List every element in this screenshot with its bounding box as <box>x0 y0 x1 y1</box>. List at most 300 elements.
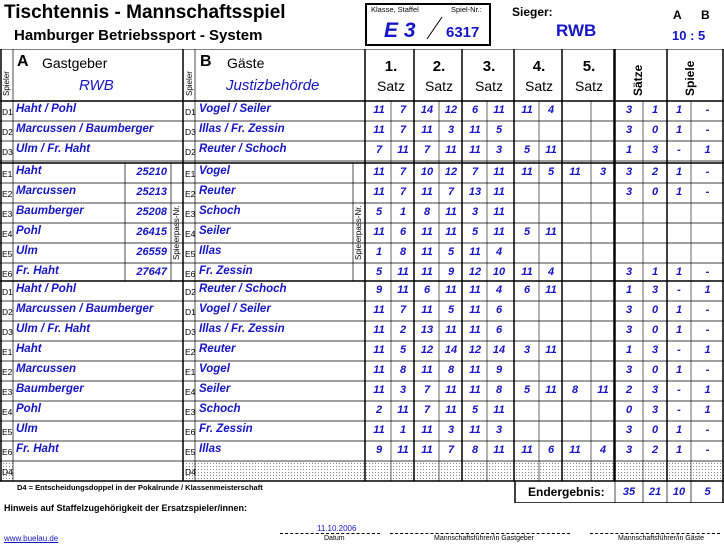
set-score: 6 <box>471 104 479 116</box>
set-score: 3 <box>599 166 607 178</box>
set-score: 12 <box>420 344 434 356</box>
set-score: 1 <box>375 246 383 258</box>
result-value: 1 <box>651 104 659 116</box>
sieger-value: RWB <box>556 21 597 40</box>
result-value: 1 <box>625 144 633 156</box>
player-name-b: Schoch <box>199 403 241 415</box>
result-value: 0 <box>651 124 659 136</box>
date-value: 11.10.2006 <box>317 524 357 533</box>
player-name-a: Marcussen <box>16 185 77 197</box>
set-score: 6 <box>495 304 503 316</box>
pass-number-a: 27647 <box>136 266 167 278</box>
set-score: 11 <box>373 226 385 238</box>
set-score: 7 <box>423 384 431 396</box>
mf-gastgeber-label: Mannschaftsführer/in Gastgeber <box>434 535 534 542</box>
header-col-a: A <box>673 8 682 22</box>
endergebnis-value: 10 <box>672 486 686 498</box>
player-code-b: E5 <box>185 249 196 259</box>
set-score: 7 <box>423 144 431 156</box>
player-name-a: Marcussen <box>16 363 77 375</box>
player-code-b: E4 <box>185 387 196 397</box>
set-score: 11 <box>469 284 481 296</box>
result-value: - <box>705 166 710 178</box>
hinweis-text: Hinweis auf Staffelzugehörigkeit der Ersatzspieler/innen: <box>4 503 248 513</box>
player-name-a: Haht / Pohl <box>16 103 77 115</box>
result-value: 0 <box>651 364 659 376</box>
result-value: 3 <box>625 124 633 136</box>
set-score: 6 <box>399 226 407 238</box>
player-code-b: D2 <box>185 287 196 297</box>
player-name-b: Fr. Zessin <box>199 423 253 435</box>
player-name-b: Fr. Zessin <box>199 265 253 277</box>
result-value: - <box>705 424 710 436</box>
set-score: 10 <box>492 266 506 278</box>
player-name-b: Reuter / Schoch <box>199 283 287 295</box>
set-score: 11 <box>445 226 457 238</box>
satz-header-1: 1. <box>384 58 398 75</box>
set-score: 11 <box>469 364 481 376</box>
datum-label: Datum <box>324 535 345 542</box>
result-value: 2 <box>625 384 633 396</box>
player-code-b: D2 <box>185 147 196 157</box>
player-name-b: Vogel <box>199 363 230 375</box>
result-value: 1 <box>675 324 683 336</box>
sig-line-gaeste <box>590 533 720 534</box>
set-score: 11 <box>493 444 505 456</box>
set-score: 11 <box>373 324 385 336</box>
pass-number-a: 26415 <box>136 226 167 238</box>
set-score: 11 <box>445 206 457 218</box>
set-score: 5 <box>375 266 383 278</box>
set-score: 11 <box>569 166 581 178</box>
set-score: 8 <box>399 246 407 258</box>
set-score: 9 <box>495 364 503 376</box>
set-score: 8 <box>423 206 431 218</box>
set-score: 5 <box>523 144 531 156</box>
player-code-b: E4 <box>185 229 196 239</box>
set-score: 10 <box>420 166 434 178</box>
slash-divider <box>424 16 446 40</box>
d4-note: D4 = Entscheidungsdoppel in der Pokalrunde / Klassenmeisterschaft <box>17 483 263 492</box>
result-value: 0 <box>651 304 659 316</box>
result-value: - <box>677 384 681 396</box>
result-value: 1 <box>675 166 683 178</box>
player-code-b: D1 <box>185 107 196 117</box>
page-title: Tischtennis - Mannschaftsspiel <box>4 2 286 23</box>
set-score: 11 <box>545 284 557 296</box>
set-score: 11 <box>493 226 505 238</box>
set-score: 6 <box>523 284 531 296</box>
player-name-b: Reuter / Schoch <box>199 143 287 155</box>
result-value: 0 <box>625 404 633 416</box>
set-score: 4 <box>599 444 607 456</box>
set-score: 7 <box>375 144 383 156</box>
set-score: 3 <box>495 144 503 156</box>
player-name-a: Fr. Haht <box>16 265 59 277</box>
player-code-a: D4 <box>2 467 13 477</box>
set-score: 11 <box>421 424 433 436</box>
result-value: 1 <box>675 424 683 436</box>
result-value: 3 <box>625 444 633 456</box>
set-score: 11 <box>545 144 557 156</box>
set-score: 5 <box>547 166 555 178</box>
set-score: 11 <box>493 186 505 198</box>
set-score: 11 <box>521 104 533 116</box>
player-name-b: Illas / Fr. Zessin <box>199 123 285 135</box>
player-name-b: Reuter <box>199 343 236 355</box>
result-value: 2 <box>651 166 659 178</box>
set-score: 1 <box>399 424 407 436</box>
player-name-a: Haht / Pohl <box>16 283 77 295</box>
player-name-a: Fr. Haht <box>16 443 59 455</box>
set-score: 8 <box>571 384 579 396</box>
team-a-name: RWB <box>79 77 114 94</box>
spieler-label-a: Spieler <box>2 71 11 96</box>
set-score: 11 <box>521 444 533 456</box>
result-value: 1 <box>675 104 683 116</box>
satz-label-2: Satz <box>424 78 453 94</box>
set-score: 4 <box>495 284 503 296</box>
player-name-b: Illas <box>199 443 222 455</box>
result-value: 3 <box>651 404 659 416</box>
match-result: 10 : 5 <box>672 28 706 43</box>
set-score: 7 <box>399 304 407 316</box>
set-score: 11 <box>569 444 581 456</box>
set-score: 11 <box>445 384 457 396</box>
player-name-b: Vogel / Seiler <box>199 103 271 115</box>
set-score: 7 <box>471 166 479 178</box>
result-value: 0 <box>651 324 659 336</box>
satz-header-5: 5. <box>582 58 596 75</box>
set-score: 11 <box>469 246 481 258</box>
set-score: 11 <box>521 166 533 178</box>
player-code-b: E3 <box>185 407 196 417</box>
result-value: 1 <box>704 344 711 356</box>
set-score: 11 <box>445 324 457 336</box>
set-score: 3 <box>399 384 407 396</box>
set-score: 11 <box>397 266 409 278</box>
result-value: 1 <box>675 304 683 316</box>
set-score: 11 <box>373 186 385 198</box>
set-score: 14 <box>492 344 506 356</box>
spiele-header: Spiele <box>683 60 697 96</box>
set-score: 5 <box>375 206 383 218</box>
player-code-b: E6 <box>185 269 196 279</box>
set-score: 4 <box>495 246 503 258</box>
set-score: 6 <box>423 284 431 296</box>
player-code-a: E6 <box>2 269 13 279</box>
set-score: 7 <box>423 404 431 416</box>
team-b-name: Justizbehörde <box>226 77 320 94</box>
result-value: - <box>705 124 710 136</box>
set-score: 5 <box>399 344 407 356</box>
satz-header-4: 4. <box>532 58 546 75</box>
result-value: 3 <box>625 324 633 336</box>
saetze-header: Sätze <box>631 64 645 96</box>
result-value: - <box>677 404 681 416</box>
player-code-b: D4 <box>185 467 196 477</box>
pass-number-a: 26559 <box>136 246 167 258</box>
pass-number-a: 25208 <box>136 206 167 218</box>
set-score: 11 <box>397 284 409 296</box>
result-value: 3 <box>625 424 633 436</box>
sieger-label: Sieger: <box>512 5 553 19</box>
result-value: - <box>705 364 710 376</box>
player-code-b: E3 <box>185 209 196 219</box>
set-score: 11 <box>373 364 385 376</box>
player-name-a: Ulm <box>16 245 38 257</box>
result-value: 1 <box>675 124 683 136</box>
result-value: 1 <box>675 186 683 198</box>
player-code-b: E2 <box>185 189 196 199</box>
result-value: 1 <box>704 404 711 416</box>
set-score: 11 <box>469 324 481 336</box>
set-score: 11 <box>493 206 505 218</box>
set-score: 6 <box>547 444 555 456</box>
pass-number-a: 25213 <box>136 186 167 198</box>
set-score: 5 <box>495 124 503 136</box>
endergebnis-value: 35 <box>622 486 636 498</box>
player-code-b: E5 <box>185 447 196 457</box>
set-score: 11 <box>445 144 457 156</box>
player-name-b: Illas <box>199 245 222 257</box>
klasse-value: E 3 <box>384 19 416 42</box>
set-score: 9 <box>375 444 383 456</box>
set-score: 11 <box>493 166 505 178</box>
satz-header-3: 3. <box>482 58 496 75</box>
result-value: 3 <box>651 284 659 296</box>
set-score: 14 <box>420 104 434 116</box>
team-b-letter: B <box>200 53 212 70</box>
result-value: 0 <box>651 186 659 198</box>
endergebnis-value: 5 <box>704 486 711 498</box>
set-score: 11 <box>521 266 533 278</box>
result-value: - <box>705 266 710 278</box>
set-score: 8 <box>471 444 479 456</box>
set-score: 7 <box>399 124 407 136</box>
player-name-a: Marcussen / Baumberger <box>16 123 154 135</box>
result-value: 3 <box>625 166 633 178</box>
set-score: 11 <box>545 344 557 356</box>
result-value: - <box>705 186 710 198</box>
set-score: 11 <box>469 124 481 136</box>
player-name-a: Pohl <box>16 403 41 415</box>
set-score: 7 <box>447 186 455 198</box>
player-code-a: D3 <box>2 327 13 337</box>
website-link[interactable]: www.buelau.de <box>4 534 59 543</box>
set-score: 11 <box>469 144 481 156</box>
player-code-b: D1 <box>185 307 196 317</box>
set-score: 3 <box>447 424 455 436</box>
player-name-a: Ulm / Fr. Haht <box>16 143 91 155</box>
player-code-a: E1 <box>2 169 13 179</box>
team-b-label: Gäste <box>227 55 265 71</box>
set-score: 11 <box>421 226 433 238</box>
result-value: 1 <box>704 284 711 296</box>
player-name-a: Ulm <box>16 423 38 435</box>
satz-label-1: Satz <box>376 78 405 94</box>
mf-gaeste-label: Mannschaftsführer/in Gäste <box>618 535 704 542</box>
player-code-a: E6 <box>2 447 13 457</box>
player-code-a: E1 <box>2 347 13 357</box>
player-name-a: Haht <box>16 343 42 355</box>
set-score: 11 <box>373 344 385 356</box>
set-score: 5 <box>471 404 479 416</box>
set-score: 12 <box>468 344 482 356</box>
set-score: 5 <box>471 226 479 238</box>
team-a-label: Gastgeber <box>42 55 108 71</box>
set-score: 5 <box>447 304 455 316</box>
set-score: 11 <box>421 364 433 376</box>
set-score: 2 <box>375 404 383 416</box>
player-code-b: D3 <box>185 327 196 337</box>
player-code-a: E3 <box>2 209 13 219</box>
result-value: - <box>705 304 710 316</box>
set-score: 1 <box>399 206 407 218</box>
player-code-b: E1 <box>185 169 196 179</box>
set-score: 11 <box>373 104 385 116</box>
player-code-a: E3 <box>2 387 13 397</box>
result-value: 3 <box>625 104 633 116</box>
set-score: 11 <box>421 444 433 456</box>
player-code-b: E1 <box>185 367 196 377</box>
pass-number-a: 25210 <box>136 166 167 178</box>
set-score: 11 <box>421 304 433 316</box>
set-score: 3 <box>523 344 531 356</box>
set-score: 3 <box>447 124 455 136</box>
set-score: 11 <box>493 104 505 116</box>
player-name-a: Marcussen / Baumberger <box>16 303 154 315</box>
set-score: 8 <box>399 364 407 376</box>
set-score: 8 <box>495 384 503 396</box>
set-score: 8 <box>447 364 455 376</box>
set-score: 11 <box>397 444 409 456</box>
result-value: - <box>677 284 681 296</box>
set-score: 11 <box>469 424 481 436</box>
satz-label-5: Satz <box>574 78 603 94</box>
set-score: 11 <box>545 226 557 238</box>
set-score: 11 <box>445 404 457 416</box>
set-score: 13 <box>468 186 482 198</box>
set-score: 11 <box>469 304 481 316</box>
result-value: - <box>677 344 681 356</box>
result-value: 3 <box>625 186 633 198</box>
result-value: 1 <box>651 266 659 278</box>
set-score: 5 <box>447 246 455 258</box>
set-score: 11 <box>597 384 609 396</box>
player-name-b: Vogel / Seiler <box>199 303 271 315</box>
set-score: 11 <box>445 284 457 296</box>
set-score: 7 <box>447 444 455 456</box>
set-score: 7 <box>399 104 407 116</box>
player-code-a: D1 <box>2 287 13 297</box>
set-score: 4 <box>547 104 555 116</box>
satz-label-4: Satz <box>524 78 553 94</box>
player-name-a: Haht <box>16 165 42 177</box>
set-score: 11 <box>373 384 385 396</box>
team-a-letter: A <box>17 53 29 70</box>
result-value: 3 <box>651 344 659 356</box>
set-score: 4 <box>547 266 555 278</box>
result-value: 2 <box>651 444 659 456</box>
player-name-b: Vogel <box>199 165 230 177</box>
result-value: 1 <box>675 364 683 376</box>
player-name-b: Illas / Fr. Zessin <box>199 323 285 335</box>
set-score: 11 <box>373 124 385 136</box>
set-score: 3 <box>471 206 479 218</box>
spielnr-value: 6317 <box>446 24 480 41</box>
sig-line-gastgeber <box>390 533 570 534</box>
pass-label-b: Spielerpass-Nr. <box>354 205 363 260</box>
result-value: 1 <box>625 284 633 296</box>
player-code-b: E2 <box>185 347 196 357</box>
endergebnis-value: 21 <box>648 486 662 498</box>
set-score: 12 <box>444 166 458 178</box>
set-score: 7 <box>399 186 407 198</box>
player-code-b: E6 <box>185 427 196 437</box>
player-name-b: Seiler <box>199 383 231 395</box>
endergebnis-label: Endergebnis: <box>528 485 605 499</box>
player-code-a: D2 <box>2 127 13 137</box>
satz-label-3: Satz <box>474 78 503 94</box>
set-score: 11 <box>373 166 385 178</box>
set-score: 11 <box>397 404 409 416</box>
set-score: 2 <box>399 324 407 336</box>
klasse-label: Klasse, Staffel <box>371 5 419 14</box>
set-score: 9 <box>375 284 383 296</box>
result-value: - <box>677 144 681 156</box>
result-value: 1 <box>675 266 683 278</box>
player-code-a: D3 <box>2 147 13 157</box>
set-score: 6 <box>495 324 503 336</box>
player-code-b: D3 <box>185 127 196 137</box>
result-value: 1 <box>625 344 633 356</box>
player-name-b: Reuter <box>199 185 236 197</box>
pass-label-a: Spielerpass-Nr. <box>172 205 181 260</box>
player-name-a: Baumberger <box>16 205 84 217</box>
result-value: 1 <box>704 384 711 396</box>
set-score: 11 <box>373 304 385 316</box>
player-code-a: D2 <box>2 307 13 317</box>
result-value: 0 <box>651 424 659 436</box>
set-score: 11 <box>421 266 433 278</box>
set-score: 3 <box>495 424 503 436</box>
result-value: 3 <box>625 364 633 376</box>
set-score: 11 <box>469 384 481 396</box>
date-line <box>280 533 380 534</box>
set-score: 13 <box>420 324 434 336</box>
player-code-a: E2 <box>2 189 13 199</box>
header-col-b: B <box>701 8 710 22</box>
player-code-a: E5 <box>2 249 13 259</box>
player-name-b: Seiler <box>199 225 231 237</box>
result-value: 3 <box>625 304 633 316</box>
result-value: - <box>705 444 710 456</box>
set-score: 11 <box>493 404 505 416</box>
player-code-a: E4 <box>2 407 13 417</box>
set-score: 5 <box>523 226 531 238</box>
player-code-a: E4 <box>2 229 13 239</box>
set-score: 11 <box>397 144 409 156</box>
satz-header-2: 2. <box>432 58 446 75</box>
set-score: 11 <box>421 246 433 258</box>
player-name-a: Baumberger <box>16 383 84 395</box>
set-score: 11 <box>421 186 433 198</box>
set-score: 11 <box>545 384 557 396</box>
spieler-label-b: Spieler <box>185 71 194 96</box>
spielnr-label: Spiel-Nr.: <box>451 5 482 14</box>
set-score: 5 <box>523 384 531 396</box>
